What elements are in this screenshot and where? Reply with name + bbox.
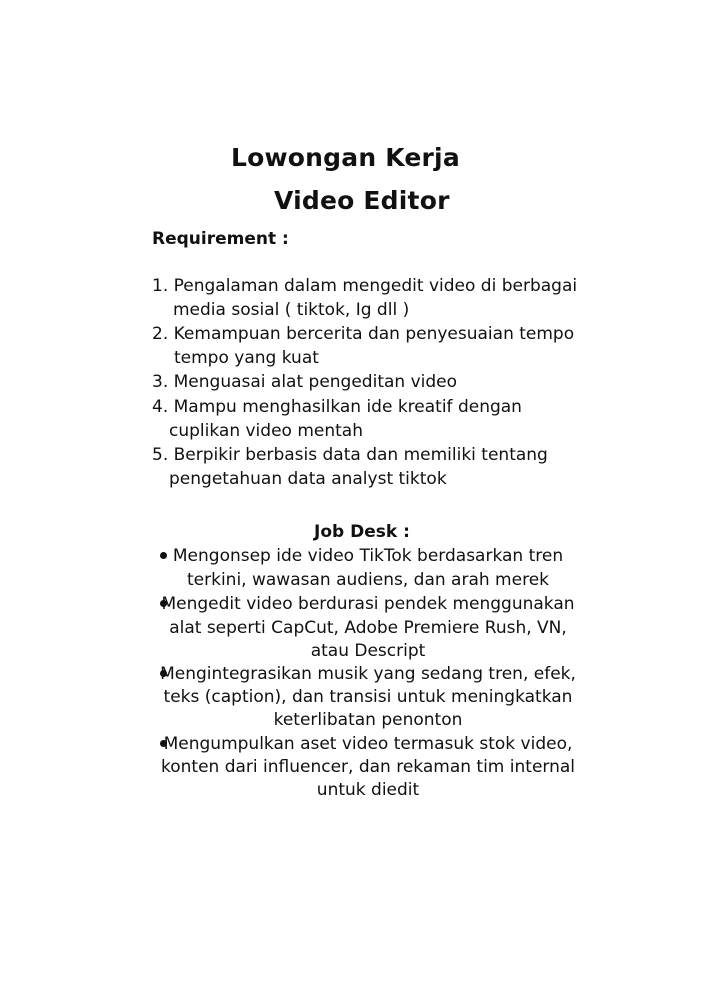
requirement-item-2-line-2: tempo yang kuat [174, 348, 319, 368]
requirement-item-4-line-2: cuplikan video mentah [169, 421, 363, 441]
job-desk-item-4-line-1: Mengumpulkan aset video termasuk stok video, [163, 734, 573, 754]
requirement-item-2-line-1: 2. Kemampuan bercerita dan penyesuaian tempo [152, 324, 575, 344]
page-title-line-2: Video Editor [274, 186, 450, 215]
job-desk-item-1-line-1: Mengonsep ide video TikTok berdasarkan tren [172, 546, 564, 566]
requirement-item-3-line-1: 3. Menguasai alat pengeditan video [152, 372, 458, 392]
requirement-item-4-line-1: 4. Mampu menghasilkan ide kreatif dengan [152, 397, 522, 417]
job-desk-item-2-line-3: atau Descript [310, 641, 426, 661]
job-desk-item-4-line-2: konten dari influencer, dan rekaman tim internal [160, 757, 576, 777]
job-desk-item-3-line-3: keterlibatan penonton [273, 710, 463, 730]
job-desk-heading: Job Desk : [314, 522, 410, 542]
job-desk-item-3-line-1: Mengintegrasikan musik yang sedang tren, efek, [160, 664, 576, 684]
job-desk-item-2-line-2: alat seperti CapCut, Adobe Premiere Rush, VN, [169, 618, 567, 638]
requirement-item-1-line-1: 1. Pengalaman dalam mengedit video di berbagai [152, 276, 578, 296]
requirement-item-1-line-2: media sosial ( tiktok, Ig dll ) [173, 300, 410, 320]
requirement-item-5-line-2: pengetahuan data analyst tiktok [169, 469, 447, 489]
job-desk-item-1-line-2: terkini, wawasan audiens, dan arah merek [186, 570, 549, 590]
job-desk-item-4-line-3: untuk diedit [316, 780, 420, 800]
job-desk-item-3-line-2: teks (caption), dan transisi untuk meningkatkan [163, 687, 573, 707]
requirement-item-5-line-1: 5. Berpikir berbasis data dan memiliki tentang [152, 445, 548, 465]
requirements-heading: Requirement : [152, 229, 289, 249]
page-title-line-1: Lowongan Kerja [231, 143, 460, 172]
job-desk-item-2-line-1: Mengedit video berdurasi pendek menggunakan [161, 594, 575, 614]
